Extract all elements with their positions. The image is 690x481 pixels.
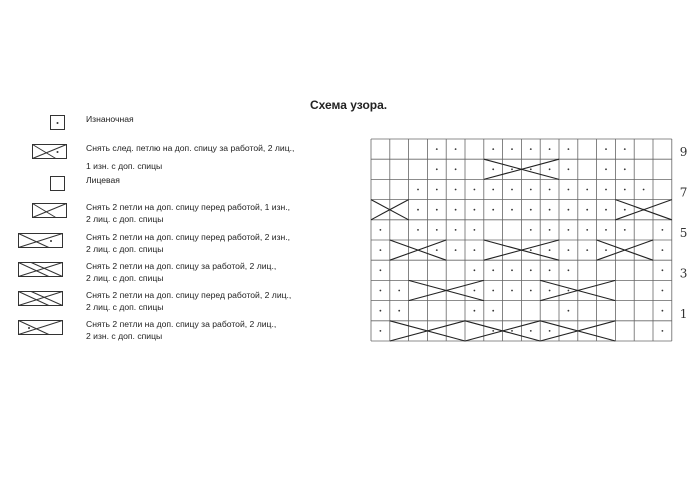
purl-dot bbox=[455, 229, 457, 231]
purl-dot bbox=[586, 209, 588, 211]
purl-dot bbox=[436, 189, 438, 191]
purl-dot bbox=[417, 229, 419, 231]
purl-dot bbox=[511, 148, 513, 150]
purl-dot bbox=[568, 249, 570, 251]
purl-dot bbox=[662, 229, 664, 231]
purl-dot bbox=[605, 229, 607, 231]
row-number: 3 bbox=[679, 266, 688, 281]
row-number: 7 bbox=[679, 185, 688, 200]
legend-label-line: Снять 2 петли на доп. спицу за работой, 2 лиц., bbox=[86, 319, 277, 329]
purl-dot bbox=[586, 249, 588, 251]
purl-dot bbox=[549, 168, 551, 170]
chart-title: Схема узора. bbox=[310, 98, 388, 112]
purl-dot bbox=[455, 189, 457, 191]
purl-dot bbox=[549, 148, 551, 150]
purl-dot bbox=[530, 209, 532, 211]
purl-dot bbox=[417, 189, 419, 191]
purl-dot bbox=[643, 189, 645, 191]
legend-label-line: 2 лиц. с доп. спицы bbox=[86, 273, 164, 283]
legend-label-line: Снять 2 петли на доп. спицу за работой, 2 лиц., bbox=[86, 261, 277, 271]
purl-dot bbox=[492, 209, 494, 211]
purl-dot bbox=[624, 229, 626, 231]
purl-dot bbox=[455, 148, 457, 150]
purl-dot bbox=[624, 209, 626, 211]
purl-dot bbox=[568, 168, 570, 170]
purl-dot bbox=[662, 249, 664, 251]
purl-dot bbox=[492, 148, 494, 150]
purl-dot bbox=[474, 290, 476, 292]
legend-label-line: 2 лиц. с доп. спицы bbox=[86, 244, 164, 254]
purl-dot bbox=[492, 189, 494, 191]
purl-dot bbox=[511, 330, 513, 332]
purl-dot bbox=[474, 229, 476, 231]
purl-dot bbox=[605, 168, 607, 170]
legend-label-line: Снять 2 петли на доп. спицу перед работой, 1 изн., bbox=[86, 202, 291, 212]
row-number: 1 bbox=[679, 306, 688, 321]
purl-dot bbox=[662, 290, 664, 292]
purl-dot bbox=[380, 269, 382, 271]
purl-dot bbox=[530, 269, 532, 271]
purl-dot bbox=[530, 148, 532, 150]
purl-dot bbox=[474, 269, 476, 271]
purl-dot bbox=[436, 209, 438, 211]
purl-dot bbox=[436, 229, 438, 231]
purl-dot bbox=[492, 310, 494, 312]
purl-dot bbox=[492, 269, 494, 271]
purl-dot bbox=[455, 249, 457, 251]
purl-dot bbox=[549, 229, 551, 231]
purl-dot bbox=[549, 249, 551, 251]
purl-dot bbox=[549, 269, 551, 271]
purl-dot bbox=[492, 290, 494, 292]
purl-dot bbox=[549, 209, 551, 211]
legend-label-line: Изнаночная bbox=[86, 114, 134, 124]
purl-dot bbox=[586, 189, 588, 191]
legend-label-line: 2 изн. с доп. спицы bbox=[86, 331, 163, 341]
purl-dot bbox=[474, 310, 476, 312]
purl-dot bbox=[568, 189, 570, 191]
purl-dot bbox=[530, 168, 532, 170]
purl-dot bbox=[474, 189, 476, 191]
purl-dot bbox=[568, 148, 570, 150]
legend-label-line: 1 изн. с доп. спицы bbox=[86, 161, 163, 171]
purl-dot bbox=[624, 168, 626, 170]
purl-dot bbox=[398, 290, 400, 292]
purl-dot bbox=[380, 229, 382, 231]
purl-dot bbox=[662, 330, 664, 332]
purl-dot bbox=[662, 310, 664, 312]
purl-dot bbox=[436, 168, 438, 170]
purl-dot bbox=[624, 148, 626, 150]
purl-dot bbox=[530, 249, 532, 251]
purl-dot bbox=[530, 290, 532, 292]
legend-label-line: 2 лиц. с доп. спицы bbox=[86, 302, 164, 312]
purl-dot bbox=[605, 148, 607, 150]
purl-dot bbox=[380, 330, 382, 332]
purl-dot bbox=[549, 330, 551, 332]
legend-label-line: Лицевая bbox=[86, 175, 120, 185]
purl-dot bbox=[511, 269, 513, 271]
purl-dot bbox=[380, 290, 382, 292]
purl-dot bbox=[530, 229, 532, 231]
purl-dot bbox=[511, 290, 513, 292]
purl-dot bbox=[492, 168, 494, 170]
purl-dot bbox=[568, 269, 570, 271]
purl-dot bbox=[511, 189, 513, 191]
row-number: 5 bbox=[679, 225, 688, 240]
purl-dot bbox=[380, 310, 382, 312]
purl-dot bbox=[474, 209, 476, 211]
purl-dot bbox=[605, 189, 607, 191]
purl-dot bbox=[511, 168, 513, 170]
legend-label-line: Снять 2 петли на доп. спицу перед работой, 2 лиц., bbox=[86, 290, 292, 300]
purl-dot bbox=[568, 209, 570, 211]
purl-dot bbox=[455, 209, 457, 211]
purl-dot bbox=[605, 249, 607, 251]
purl-dot bbox=[398, 310, 400, 312]
purl-dot bbox=[662, 269, 664, 271]
purl-dot bbox=[624, 189, 626, 191]
purl-dot bbox=[455, 168, 457, 170]
legend-label-line: Снять след. петлю на доп. спицу за работой, 2 лиц., bbox=[86, 143, 295, 153]
purl-dot bbox=[530, 189, 532, 191]
legend-label-line: Снять 2 петли на доп. спицу перед работой, 2 изн., bbox=[86, 232, 291, 242]
purl-dot bbox=[530, 330, 532, 332]
purl-dot bbox=[568, 290, 570, 292]
purl-dot bbox=[474, 249, 476, 251]
row-number: 9 bbox=[679, 145, 688, 160]
purl-dot bbox=[568, 310, 570, 312]
legend-label-line: 2 лиц. с доп. спицы bbox=[86, 214, 164, 224]
purl-dot bbox=[436, 249, 438, 251]
purl-dot bbox=[549, 189, 551, 191]
purl-dot bbox=[436, 148, 438, 150]
purl-dot bbox=[605, 209, 607, 211]
purl-dot bbox=[511, 209, 513, 211]
purl-dot bbox=[380, 249, 382, 251]
purl-dot bbox=[549, 290, 551, 292]
purl-dot bbox=[492, 330, 494, 332]
purl-dot bbox=[417, 209, 419, 211]
purl-dot bbox=[586, 229, 588, 231]
purl-dot bbox=[568, 229, 570, 231]
